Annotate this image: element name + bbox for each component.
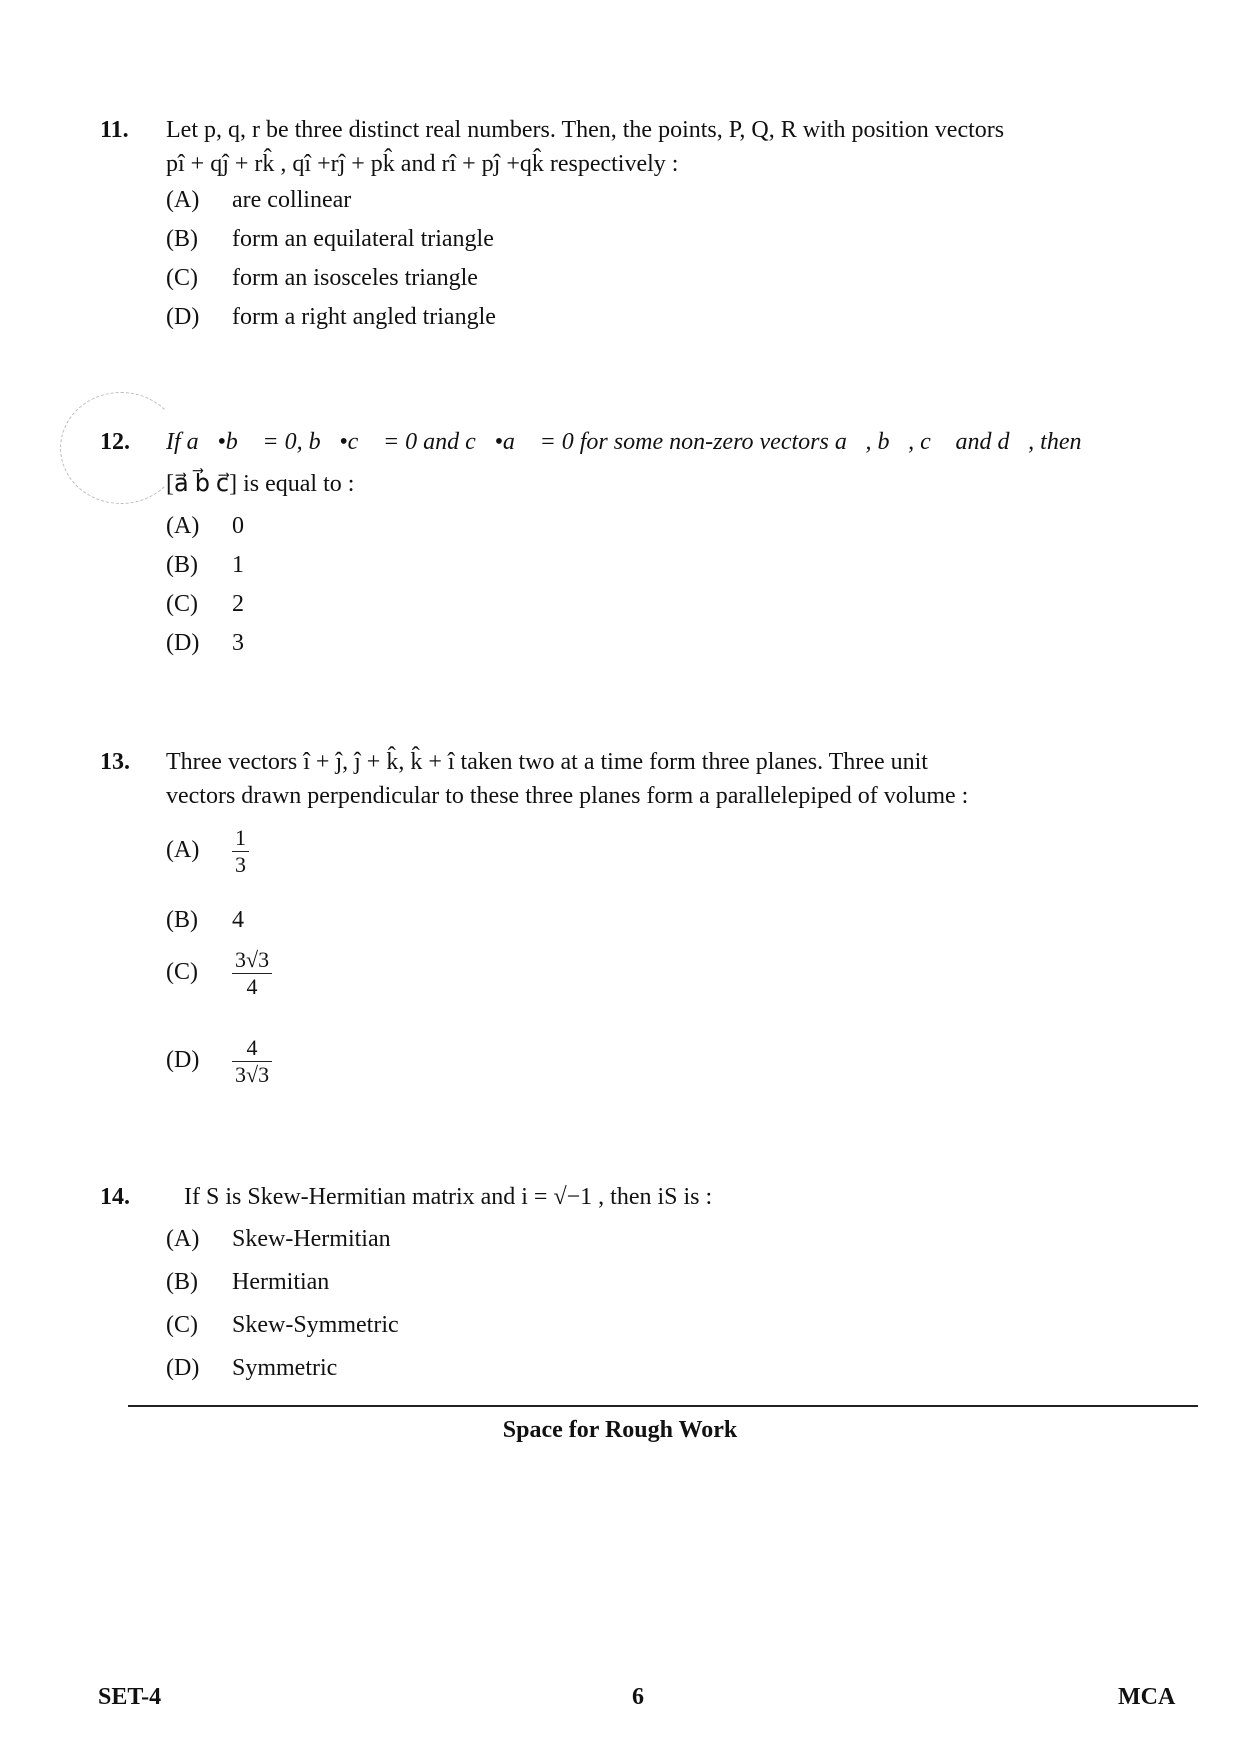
option-text: Skew-Hermitian [232, 1226, 391, 1252]
option-a[interactable] [166, 1222, 391, 1256]
question-number: 14. [100, 1184, 130, 1210]
option-text: form an equilateral triangle [232, 226, 494, 252]
question-line: If a⃗•b⃗ = 0, b⃗•c⃗ = 0 and c⃗•a⃗ = 0 for some non-zero vectors a⃗, b⃗, c⃗ and d⃗, then [166, 429, 1082, 455]
option-label: (B) [166, 552, 198, 578]
fraction-numerator: 1 [232, 825, 249, 852]
option-text: 1 [232, 552, 244, 578]
option-b[interactable] [166, 903, 244, 937]
option-label: (D) [166, 304, 200, 330]
rough-work-label: Space for Rough Work [502, 1417, 738, 1443]
question-number: 13. [100, 749, 130, 775]
option-b[interactable] [166, 548, 244, 582]
option-text: 4 [232, 907, 244, 933]
fraction-numerator: 3√3 [232, 947, 272, 974]
option-label: (C) [166, 265, 198, 291]
option-d[interactable] [166, 626, 244, 660]
option-c[interactable] [166, 261, 478, 295]
option-label: (B) [166, 1269, 198, 1295]
option-label: (B) [166, 226, 198, 252]
option-text: Hermitian [232, 1269, 330, 1295]
question-line: If S is Skew-Hermitian matrix and i = √−1 , then iS is : [184, 1184, 713, 1210]
option-b[interactable] [166, 222, 494, 256]
option-label: (C) [166, 959, 198, 986]
option-c[interactable] [166, 947, 272, 1000]
fraction-denominator: 3√3 [235, 1062, 270, 1087]
fraction [232, 947, 272, 1000]
question-line: [a⃗ b⃗ c⃗] is equal to : [166, 471, 355, 497]
footer-page-number: 6 [632, 1684, 644, 1710]
option-label: (A) [166, 187, 200, 213]
option-b[interactable] [166, 1265, 329, 1299]
question-line: Let p, q, r be three distinct real numbers. Then, the points, P, Q, R with position vectors [166, 117, 1005, 143]
question-line: vectors drawn perpendicular to these three planes form a parallelepiped of volume : [166, 783, 969, 809]
option-label: (A) [166, 1226, 200, 1252]
option-text: Skew-Symmetric [232, 1312, 399, 1338]
option-label: (A) [166, 837, 200, 864]
question-number: 12. [100, 429, 130, 455]
option-label: (D) [166, 1047, 200, 1074]
question-number: 11. [100, 117, 129, 143]
option-text: Symmetric [232, 1355, 338, 1381]
option-label: (D) [166, 630, 200, 656]
option-label: (C) [166, 1312, 198, 1338]
question-line: Three vectors î + ĵ, ĵ + k̂, k̂ + î taken two at a time form three planes. Three unit [166, 749, 928, 775]
option-a[interactable] [166, 509, 244, 543]
option-d[interactable] [166, 1351, 337, 1385]
option-d[interactable] [166, 300, 496, 334]
option-text: 0 [232, 513, 244, 539]
question-11 [100, 113, 1180, 373]
option-text: 3 [232, 630, 244, 656]
fraction [232, 1035, 272, 1088]
question-text [166, 425, 1180, 501]
option-label: (D) [166, 1355, 200, 1381]
option-text: form an isosceles triangle [232, 265, 478, 291]
option-label: (B) [166, 907, 198, 933]
fraction-numerator: 4 [232, 1035, 272, 1062]
question-text [166, 113, 1180, 181]
option-c[interactable] [166, 1308, 399, 1342]
rough-work-divider [128, 1405, 1198, 1407]
fraction-denominator: 4 [246, 974, 258, 999]
footer-course: MCA [1118, 1684, 1176, 1710]
fraction [232, 825, 249, 878]
option-text: form a right angled triangle [232, 304, 496, 330]
option-d[interactable] [166, 1035, 272, 1088]
question-line: pî + qĵ + rk̂ , qî +rĵ + pk̂ and rî + pĵ +qk̂ respectively : [166, 151, 679, 177]
question-text [184, 1180, 1180, 1214]
option-label: (C) [166, 591, 198, 617]
option-a[interactable] [166, 183, 351, 217]
option-text: are collinear [232, 187, 352, 213]
fraction-denominator: 3 [235, 852, 246, 877]
question-text [166, 745, 1180, 813]
option-a[interactable] [166, 825, 249, 878]
footer-set-code: SET-4 [98, 1684, 162, 1710]
question-13 [100, 745, 1180, 1125]
question-14 [100, 1180, 1180, 1390]
option-c[interactable] [166, 587, 244, 621]
option-label: (A) [166, 513, 200, 539]
question-12 [100, 425, 1180, 685]
option-text: 2 [232, 591, 244, 617]
